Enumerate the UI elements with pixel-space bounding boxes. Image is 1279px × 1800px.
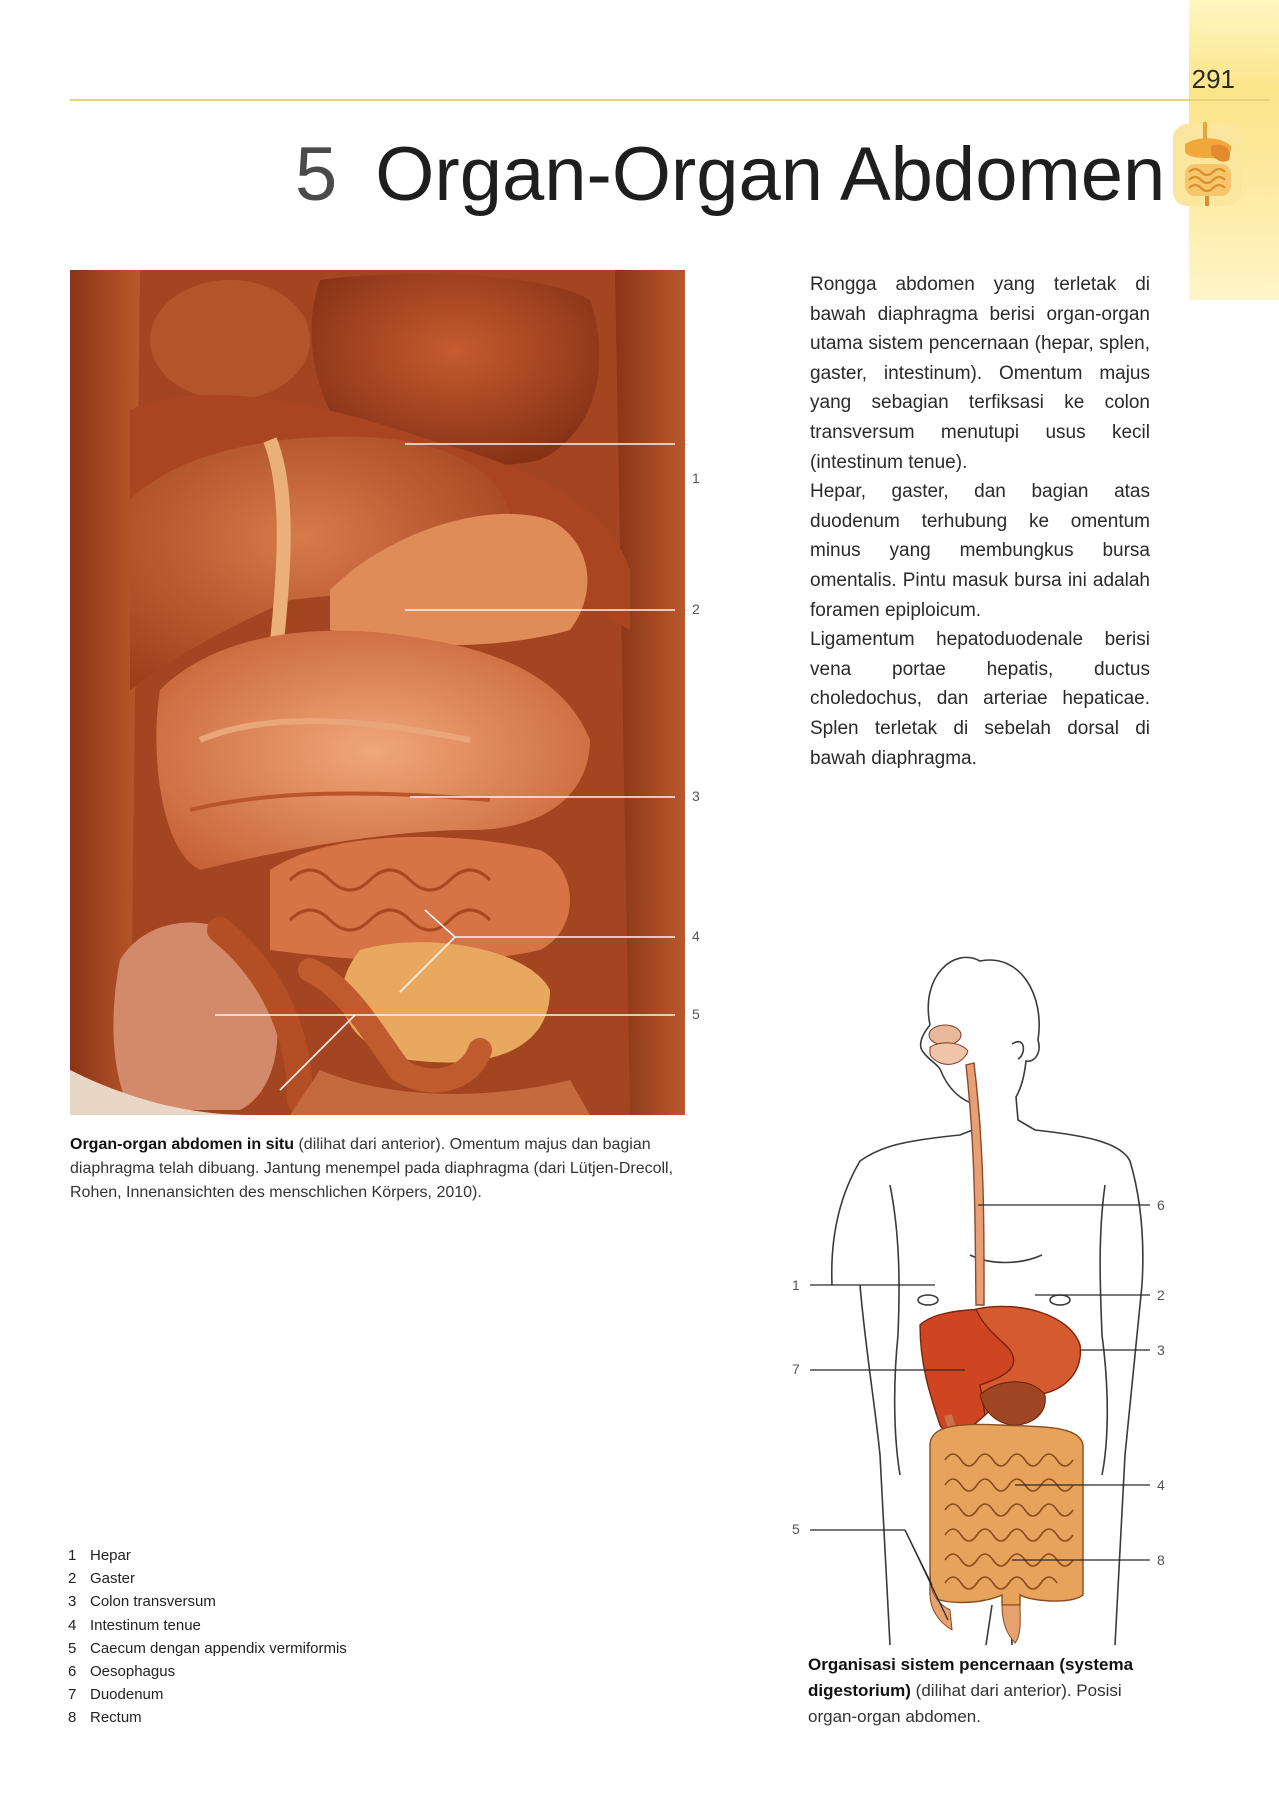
legend-label: Duodenum: [90, 1686, 164, 1704]
legend-label: Colon transversum: [90, 1593, 216, 1611]
body-paragraph-2: Hepar, gaster, dan bagian atas duodenum terhubung ke omentum minus yang membungkus bursa omentalis. Pintu masuk bursa ini adalah foramen epiploicum.: [810, 481, 1150, 621]
diagram-label-8: 8: [1157, 1552, 1165, 1568]
legend-item: [68, 1660, 347, 1683]
legend-item: [68, 1567, 347, 1590]
legend-label: Gaster: [90, 1570, 136, 1588]
digestive-system-icon: [1171, 118, 1243, 210]
legend-label: Hepar: [90, 1547, 131, 1564]
photo-label-3: 3: [692, 788, 700, 804]
legend-label: Intestinum tenue: [90, 1616, 201, 1634]
page-number: 291: [1191, 64, 1235, 94]
diagram-caption-title: Organisasi sistem pencernaan (systema digestorium): [808, 1655, 1134, 1700]
legend-item: [68, 1544, 347, 1567]
photo-label-1: 1: [692, 470, 700, 486]
photo-caption-text: (dilihat dari anterior). Omentum majus dan bagian diaphragma telah dibuang. Jantung menempel pada diaphragma (dari Lütjen-Drecoll, Rohen, Innenansichten des menschlichen Körpers, 2010).: [70, 1136, 674, 1201]
legend-item: [68, 1590, 347, 1613]
legend-number: 6: [68, 1662, 77, 1680]
legend-number: 3: [68, 1593, 77, 1611]
photo-label-4: 4: [692, 928, 700, 944]
diagram-label-1: 1: [792, 1277, 800, 1293]
abdomen-in-situ-photo: [70, 270, 685, 1115]
diagram-label-3: 3: [1157, 1342, 1165, 1358]
diagram-caption-text: (dilihat dari anterior). Posisi organ-organ abdomen.: [808, 1681, 1122, 1726]
legend-label: Oesophagus: [90, 1662, 176, 1680]
legend-label: Rectum: [90, 1709, 142, 1727]
legend-item: [68, 1614, 347, 1637]
legend-label: Caecum dengan appendix vermiformis: [90, 1639, 347, 1657]
diagram-label-4: 4: [1157, 1477, 1165, 1493]
legend-number: 7: [68, 1686, 77, 1704]
photo-label-2: 2: [692, 601, 700, 617]
body-text: [810, 270, 1150, 773]
legend-number: 4: [68, 1616, 77, 1634]
diagram-caption: [808, 1652, 1168, 1730]
photo-caption: [70, 1133, 690, 1205]
digestive-system-diagram: [780, 955, 1190, 1645]
body-paragraph-3: Ligamentum hepatoduodenale berisi vena portae hepatis, ductus choledochus, dan arteriae hepaticae. Splen terletak di sebelah dorsal di bawah diaphragma.: [810, 629, 1150, 769]
diagram-label-2: 2: [1157, 1287, 1165, 1303]
photo-label-5: 5: [692, 1006, 700, 1022]
chapter-title: [295, 130, 1165, 220]
legend-number: 8: [68, 1709, 77, 1727]
legend-list: [68, 1544, 347, 1730]
diagram-label-5: 5: [792, 1521, 800, 1537]
legend-item: [68, 1683, 347, 1706]
diagram-label-7: 7: [792, 1361, 800, 1377]
legend-item: [68, 1637, 347, 1660]
header-rule: [70, 99, 1269, 101]
photo-caption-title: Organ-organ abdomen in situ: [70, 1136, 295, 1153]
legend-item: [68, 1706, 347, 1729]
legend-number: 2: [68, 1570, 77, 1588]
chapter-title-text: Organ-Organ Abdomen: [375, 132, 1166, 217]
diagram-label-6: 6: [1157, 1197, 1165, 1213]
chapter-number: 5: [295, 132, 338, 217]
legend-number: 1: [68, 1547, 77, 1564]
body-paragraph-1: Rongga abdomen yang terletak di bawah diaphragma berisi organ-organ utama sistem pencernaan (hepar, splen, gaster, intestinum). Omentum majus yang sebagian terfiksasi ke colon transversum menutupi usus kecil (intestinum tenue).: [810, 274, 1150, 473]
legend-number: 5: [68, 1639, 77, 1657]
